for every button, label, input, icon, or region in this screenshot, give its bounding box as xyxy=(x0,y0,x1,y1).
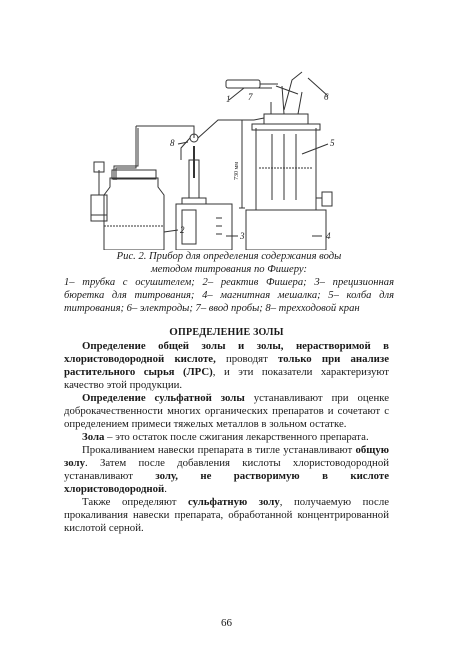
paragraph-1 xyxy=(64,340,389,392)
p5-text-2: , получаемую после прокаливания навески препарата, обработанной концентрированной кислотой серной. xyxy=(64,496,389,534)
p4-bold-2: золу, не растворимую в кислоте хлористоводородной xyxy=(64,470,389,495)
caption-title-line-1: Рис. 2. Прибор для определения содержания воды xyxy=(116,251,342,262)
section-heading xyxy=(64,326,389,338)
label-3: 3 xyxy=(240,231,245,241)
apparatus-drawing xyxy=(66,50,366,250)
label-1: 1 xyxy=(226,94,231,104)
p1-bold-2: только при анализе растительного сырья (ЛРС) xyxy=(64,353,389,378)
paragraph-5 xyxy=(64,496,389,535)
p4-bold-1: общую золу xyxy=(64,444,389,469)
label-6: 6 xyxy=(324,92,329,102)
label-5: 5 xyxy=(330,138,335,148)
paragraph-2 xyxy=(64,392,389,431)
p4-text-2: . Затем после добавления кислоты хлористоводородной устанавливают xyxy=(64,457,389,482)
fischer-titration-apparatus-figure xyxy=(66,50,366,250)
p5-bold-1: сульфатную золу xyxy=(187,496,280,508)
label-7: 7 xyxy=(248,92,253,102)
p1-text-1: проводят xyxy=(215,353,279,365)
body-text xyxy=(64,340,389,535)
paragraph-3 xyxy=(64,431,389,444)
p2-bold-1: Определение сульфатной золы xyxy=(82,392,245,404)
label-height: 730 мм xyxy=(234,161,240,180)
p3-text-1: – это остаток после сжигания лекарственного препарата. xyxy=(104,431,369,443)
figure-caption xyxy=(64,250,394,315)
label-8: 8 xyxy=(170,138,175,148)
p2-text-1: устанавливают при оценке доброкачественности многих органических препаратов и сочетают с определением примеси тяжелых металлов в зольном остатке. xyxy=(64,392,390,430)
caption-title-line-2: методом титрования по Фишеру: xyxy=(151,264,307,275)
paragraph-4 xyxy=(64,444,389,496)
label-4: 4 xyxy=(326,231,331,241)
label-2: 2 xyxy=(180,225,185,235)
p4-text-1: Прокаливанием навески препарата в тигле устанавливают xyxy=(82,444,356,456)
section-heading-initial: О xyxy=(169,326,179,338)
p1-text-2: , и эти показатели характеризуют качество этой продукции. xyxy=(64,366,389,391)
section-heading-rest: ПРЕДЕЛЕНИЕ ЗОЛЫ xyxy=(178,327,284,338)
page-number: 66 xyxy=(221,617,232,629)
p4-text-3: . xyxy=(164,483,167,495)
p1-bold-1: Определение общей золы и золы, нерастворимой в хлористоводородной кислоте, xyxy=(64,340,389,365)
p3-bold-1: Зола xyxy=(82,431,105,443)
caption-legend: 1– трубка с осушителем; 2– реактив Фишера; 3– прецизионная бюретка для титрования; 4– магнитная мешалка; 5– колба для титрования; 6– электроды; 7– ввод пробы; 8– трехходовой кран xyxy=(64,277,394,314)
p5-text-1: Также определяют xyxy=(82,496,188,508)
